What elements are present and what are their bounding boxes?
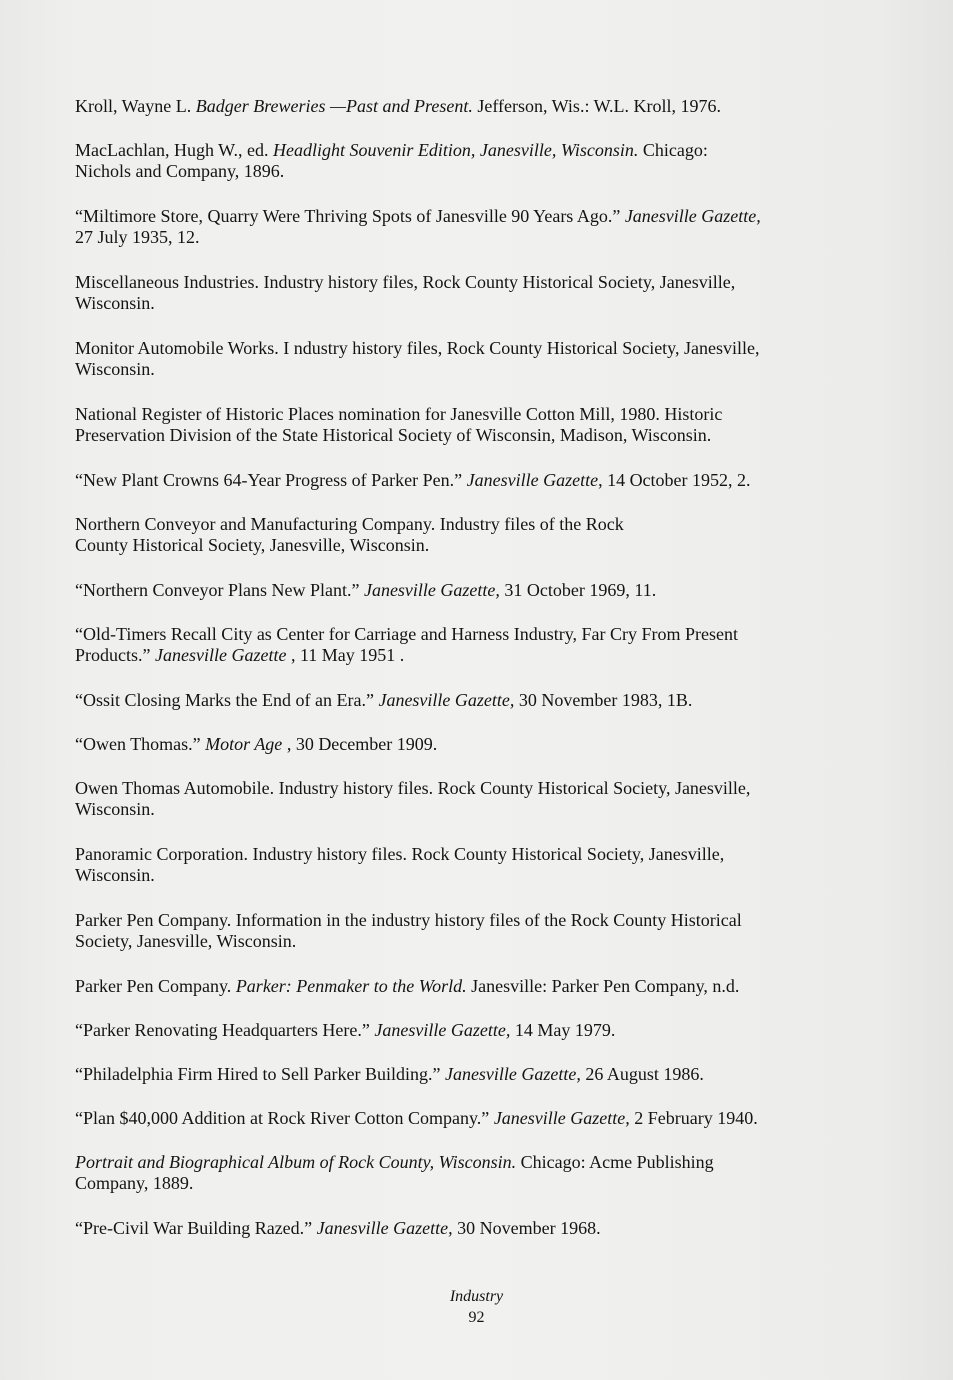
entry-text: , 30 December 1909. (282, 734, 438, 754)
entry-text: Miscellaneous Industries. Industry history files, Rock County Historical Society, Janesville, (75, 272, 736, 292)
entry-line (75, 778, 875, 799)
entry-title-italic: Janesville Gazette (155, 645, 287, 665)
bibliography-entry (75, 470, 875, 491)
entry-text: Wisconsin. (75, 293, 155, 313)
entry-text: “Pre-Civil War Building Razed.” (75, 1218, 317, 1238)
entry-line (75, 272, 875, 293)
entry-text: Owen Thomas Automobile. Industry history files. Rock County Historical Society, Janesville, (75, 778, 751, 798)
bibliography-entry (75, 778, 875, 820)
entry-text: Products.” (75, 645, 155, 665)
entry-text: “Owen Thomas.” (75, 734, 206, 754)
bibliography-entry (75, 1108, 875, 1129)
entry-line (75, 799, 875, 820)
bibliography-entry (75, 580, 875, 601)
entry-title-italic: Headlight Souvenir Edition, Janesville, Wisconsin. (272, 140, 639, 160)
entry-text: Wisconsin. (75, 865, 155, 885)
bibliography-entry (75, 96, 875, 117)
entry-text: , 11 May 1951 . (286, 645, 405, 665)
entry-line (75, 338, 875, 359)
bibliography-entry (75, 624, 875, 666)
bibliography-entry (75, 404, 875, 446)
bibliography-entry (75, 272, 875, 314)
page-number: 92 (468, 1309, 485, 1326)
entry-line (75, 734, 875, 755)
entry-text: 30 November 1983, 1B. (514, 690, 693, 710)
entry-line (75, 624, 875, 645)
entry-line (75, 690, 875, 711)
entry-title-italic: Janesville Gazette, (363, 580, 500, 600)
entry-line (75, 844, 875, 865)
entry-line (75, 1173, 875, 1194)
bibliography-entry (75, 206, 875, 248)
entry-text: 31 October 1969, 11. (499, 580, 657, 600)
entry-title-italic: Parker: Penmaker to the World. (235, 976, 467, 996)
entry-text: Chicago: Acme Publishing (516, 1152, 714, 1172)
entry-line (75, 910, 875, 931)
bibliography-entry (75, 1064, 875, 1085)
entry-text: 2 February 1940. (629, 1108, 758, 1128)
entry-text: 27 July 1935, 12. (75, 227, 200, 247)
bibliography-entry (75, 690, 875, 711)
entry-text: Monitor Automobile Works. I ndustry history files, Rock County Historical Society, Janesville, (75, 338, 760, 358)
entry-text: “Miltimore Store, Quarry Were Thriving Spots of Janesville 90 Years Ago.” (75, 206, 625, 226)
entry-line (75, 293, 875, 314)
entry-line (75, 359, 875, 380)
entry-text: Wisconsin. (75, 799, 155, 819)
entry-text: Jefferson, Wis.: W.L. Kroll, 1976. (472, 96, 721, 116)
entry-title-italic: Badger Breweries —Past and Present. (195, 96, 473, 116)
bibliography-entry (75, 338, 875, 380)
footer-section-title: Industry (449, 1288, 504, 1305)
bibliography-entry (75, 1152, 875, 1194)
entry-line (75, 140, 875, 161)
entry-text: National Register of Historic Places nomination for Janesville Cotton Mill, 1980. Historic (75, 404, 723, 424)
entry-text: “Ossit Closing Marks the End of an Era.” (75, 690, 379, 710)
entry-text: Panoramic Corporation. Industry history files. Rock County Historical Society, Janesville, (75, 844, 725, 864)
entry-text: Preservation Division of the State Historical Society of Wisconsin, Madison, Wisconsin. (75, 425, 712, 445)
entry-line (75, 161, 875, 182)
entry-line (75, 227, 875, 248)
bibliography-entry (75, 1020, 875, 1041)
entry-text: Parker Pen Company. Information in the industry history files of the Rock County Historical (75, 910, 742, 930)
entry-line (75, 206, 875, 227)
entry-text: “Old-Timers Recall City as Center for Carriage and Harness Industry, Far Cry From Present (75, 624, 739, 644)
entry-title-italic: Janesville Gazette (466, 470, 599, 490)
bibliography-entry (75, 1218, 875, 1239)
entry-text: 14 May 1979. (510, 1020, 616, 1040)
entry-text: “Parker Renovating Headquarters Here.” (75, 1020, 375, 1040)
entry-line (75, 976, 875, 997)
entry-text: Janesville: Parker Pen Company, n.d. (466, 976, 740, 996)
entry-line (75, 514, 875, 535)
entry-text: Chicago: (638, 140, 708, 160)
entry-title-italic: Janesville Gazette, (378, 690, 515, 710)
entry-line (75, 1108, 875, 1129)
entry-text: Kroll, Wayne L. (75, 96, 196, 116)
entry-text: 26 August 1986. (580, 1064, 704, 1084)
entry-text: “New Plant Crowns 64-Year Progress of Parker Pen.” (75, 470, 467, 490)
entry-text: County Historical Society, Janesville, Wisconsin. (75, 535, 430, 555)
bibliography-entry (75, 910, 875, 952)
entry-line (75, 865, 875, 886)
entry-line (75, 580, 875, 601)
entry-title-italic: Janesville Gazette, (624, 206, 761, 226)
entry-text: MacLachlan, Hugh W., ed. (75, 140, 273, 160)
entry-line (75, 425, 875, 446)
entry-line (75, 96, 875, 117)
bibliography-entry (75, 844, 875, 886)
entry-text: “Plan $40,000 Addition at Rock River Cotton Company.” (75, 1108, 494, 1128)
bibliography-entry (75, 976, 875, 997)
bibliography-entry (75, 514, 875, 556)
entry-text: 30 November 1968. (452, 1218, 601, 1238)
bibliography-entry (75, 140, 875, 182)
entry-title-italic: Janesville Gazette, (444, 1064, 581, 1084)
entry-line (75, 470, 875, 491)
entry-line (75, 535, 875, 556)
entry-text: Society, Janesville, Wisconsin. (75, 931, 297, 951)
entry-line (75, 645, 875, 666)
entry-line (75, 404, 875, 425)
entry-title-italic: Janesville Gazette, (374, 1020, 511, 1040)
entry-title-italic: Janesville Gazette, (493, 1108, 630, 1128)
entry-text: “Philadelphia Firm Hired to Sell Parker Building.” (75, 1064, 445, 1084)
entry-text: , 14 October 1952, 2. (598, 470, 751, 490)
entry-line (75, 1064, 875, 1085)
entry-text: Wisconsin. (75, 359, 155, 379)
entry-title-italic: Portrait and Biographical Album of Rock County, Wisconsin. (75, 1152, 517, 1172)
entry-text: Company, 1889. (75, 1173, 194, 1193)
entry-line (75, 931, 875, 952)
entry-text: “Northern Conveyor Plans New Plant.” (75, 580, 364, 600)
entry-text: Parker Pen Company. (75, 976, 236, 996)
entry-text: Nichols and Company, 1896. (75, 161, 285, 181)
entry-line (75, 1020, 875, 1041)
entry-title-italic: Janesville Gazette, (316, 1218, 453, 1238)
bibliography-entry (75, 734, 875, 755)
entry-line (75, 1218, 875, 1239)
entry-line (75, 1152, 875, 1173)
entry-title-italic: Motor Age (205, 734, 283, 754)
entry-text: Northern Conveyor and Manufacturing Company. Industry files of the Rock (75, 514, 624, 534)
